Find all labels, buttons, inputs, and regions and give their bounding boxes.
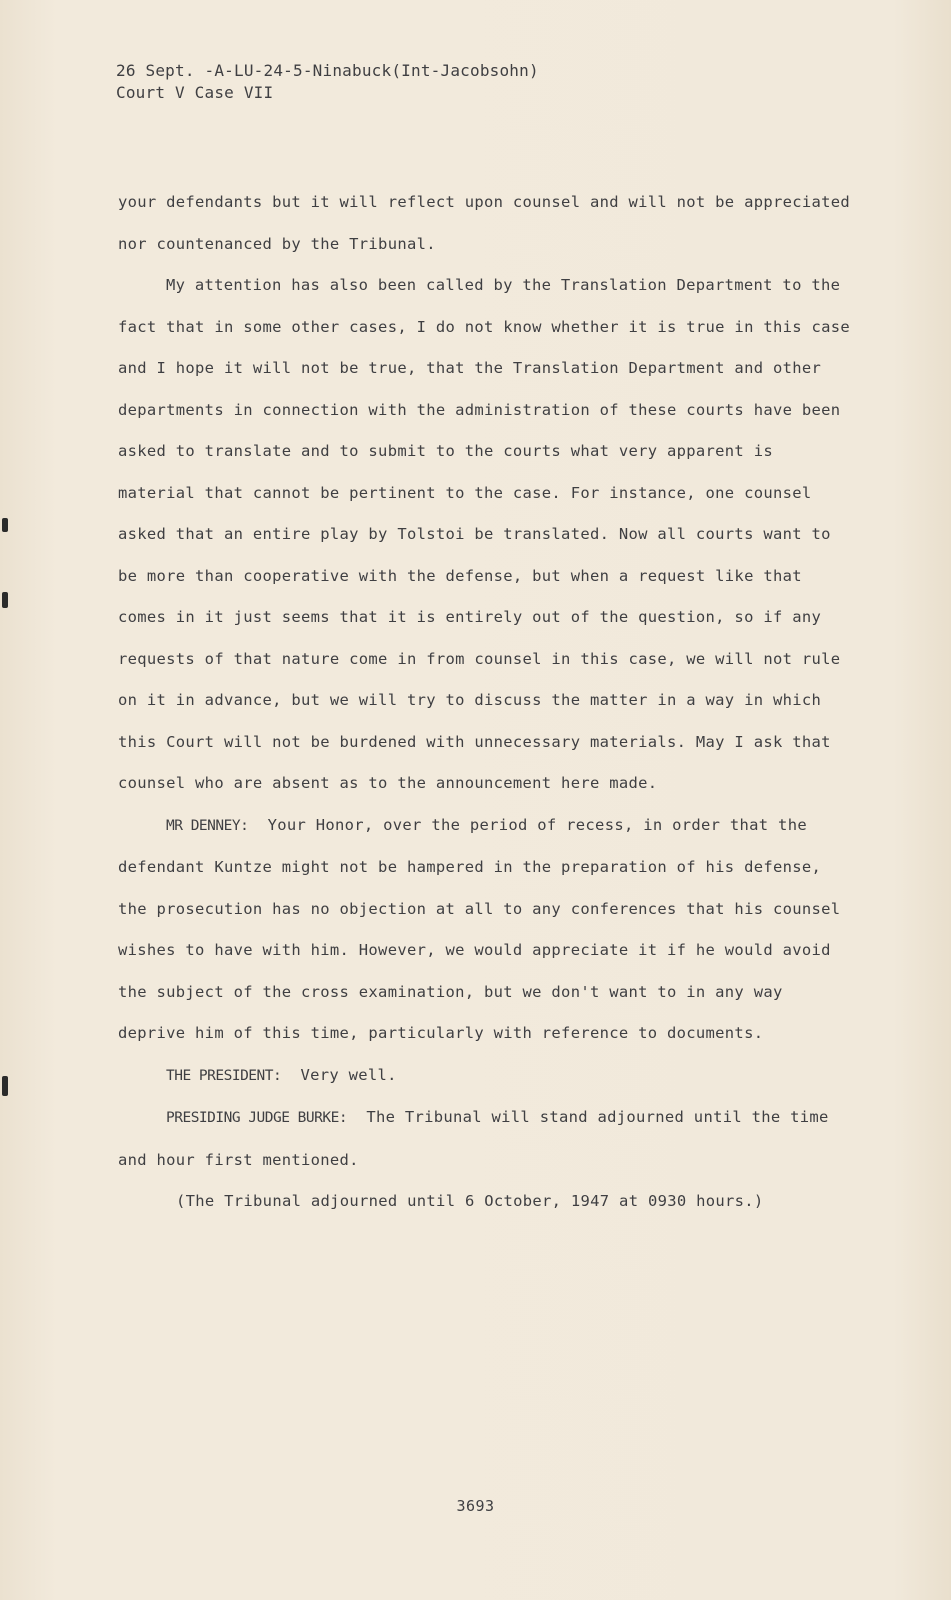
document-header — [116, 60, 539, 104]
header-court-line: Court V Case VII — [116, 83, 274, 102]
page-number: 3693 — [456, 1497, 495, 1515]
paragraph-text: Very well. — [300, 1065, 397, 1084]
binding-mark — [2, 592, 8, 608]
binding-mark — [2, 1076, 8, 1096]
paragraph-adjournment-note — [118, 1181, 858, 1223]
paragraph-text: The Tribunal will stand adjourned until the time and hour first mentioned. — [118, 1108, 829, 1169]
header-reference-line: 26 Sept. -A-LU-24-5-Ninabuck(Int-Jacobsohn) — [116, 61, 539, 80]
binding-mark — [2, 518, 8, 532]
paragraph-president — [118, 1055, 858, 1098]
speaker-label: THE PRESIDENT: — [166, 1067, 282, 1084]
paragraph-text: your defendants but it will reflect upon counsel and will not be appreciated nor countenanced by the Tribunal. — [118, 193, 851, 253]
speaker-label: MR DENNEY: — [166, 817, 249, 834]
paragraph-text: My attention has also been called by the Translation Department to the fact that in some other cases, I do not know whether it is true in this case and I hope it will not be true, that the Translation Department and other departments in connection with the administration of these courts have been asked to translate and to submit to the courts what very apparent is material that cannot be pertinent to the case. For instance, one counsel asked that an entire play by Tolstoi be translated. Now all courts want to be more than cooperative with the defense, but when a request like that comes in it just seems that it is entirely out of the question, so if any requests of that nature come in from counsel in this case, we will not rule on it in advance, but we will try to discuss the matter in a way in which this Court will not be burdened with unnecessary materials. May I ask that counsel who are absent as to the announcement here made. — [118, 276, 851, 792]
paragraph-translation-notice — [118, 265, 858, 805]
speaker-label: PRESIDING JUDGE BURKE: — [166, 1110, 348, 1126]
paragraph-text: Your Honor, over the period of recess, in order that the defendant Kuntze might not be hampered in the preparation of his defense, the prosecution has no objection at all to any conferences that his counsel wishes to have with him. However, we would appreciate it if he would avoid the subject of the cross examination, but we don't want to in any way deprive him of this time, particularly with reference to documents. — [118, 815, 841, 1042]
transcript-body — [118, 182, 858, 1223]
paragraph-text: (The Tribunal adjourned until 6 October, 1947 at 0930 hours.) — [176, 1192, 764, 1210]
paragraph-continuation — [118, 182, 858, 265]
paragraph-denney — [118, 805, 858, 1055]
paragraph-burke — [118, 1097, 858, 1181]
